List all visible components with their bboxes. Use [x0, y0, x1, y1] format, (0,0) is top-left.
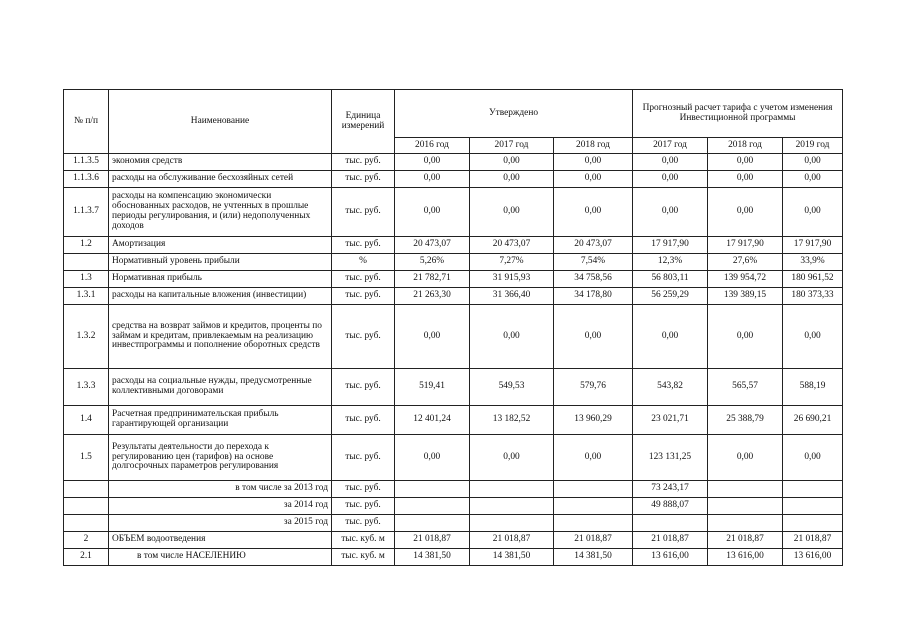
table-row: [64, 481, 843, 498]
row-value: 13 616,00: [783, 549, 843, 566]
header-row-1: [64, 90, 843, 138]
row-value: 14 381,50: [470, 549, 554, 566]
row-name: Расчетная предпринимательская прибыль гарантирующей организации: [109, 406, 332, 435]
header-name: Наименование: [109, 90, 332, 154]
row-value: 56 259,29: [633, 288, 708, 305]
row-value: 34 178,80: [554, 288, 633, 305]
row-value: 0,00: [395, 154, 470, 171]
row-value: 12 401,24: [395, 406, 470, 435]
row-value: 0,00: [783, 171, 843, 188]
row-value: 5,26%: [395, 254, 470, 271]
row-number: 1.3.3: [64, 369, 109, 406]
row-name: за 2015 год: [109, 515, 332, 532]
row-name: за 2014 год: [109, 498, 332, 515]
row-value: 0,00: [554, 154, 633, 171]
row-value: 33,9%: [783, 254, 843, 271]
row-value: 0,00: [470, 435, 554, 481]
row-value: 7,54%: [554, 254, 633, 271]
row-number: 1.4: [64, 406, 109, 435]
row-unit: тыс. руб.: [332, 435, 395, 481]
row-unit: тыс. куб. м: [332, 532, 395, 549]
row-name: средства на возврат займов и кредитов, проценты по займам и кредитам, привлекаемым на реализацию инвестпрограммы и пополнение оборотных средств: [109, 305, 332, 369]
row-name: расходы на социальные нужды, предусмотренные коллективными договорами: [109, 369, 332, 406]
row-value: 14 381,50: [554, 549, 633, 566]
row-value: 139 389,15: [708, 288, 783, 305]
row-number: [64, 515, 109, 532]
row-value: 73 243,17: [633, 481, 708, 498]
row-number: 1.2: [64, 237, 109, 254]
row-value: 13 616,00: [708, 549, 783, 566]
row-value: 543,82: [633, 369, 708, 406]
row-value: 21 018,87: [783, 532, 843, 549]
row-unit: тыс. руб.: [332, 498, 395, 515]
row-value: 0,00: [395, 435, 470, 481]
row-number: 2.1: [64, 549, 109, 566]
row-value: 12,3%: [633, 254, 708, 271]
row-unit: %: [332, 254, 395, 271]
row-name: ОБЪЕМ водоотведения: [109, 532, 332, 549]
row-unit: тыс. руб.: [332, 288, 395, 305]
row-value: 0,00: [708, 154, 783, 171]
row-value: 14 381,50: [395, 549, 470, 566]
row-value: 56 803,11: [633, 271, 708, 288]
row-value: [395, 515, 470, 532]
row-value: 20 473,07: [395, 237, 470, 254]
row-value: [708, 498, 783, 515]
row-unit: тыс. руб.: [332, 369, 395, 406]
row-value: 0,00: [783, 188, 843, 237]
row-value: [783, 481, 843, 498]
row-number: [64, 481, 109, 498]
row-value: 565,57: [708, 369, 783, 406]
row-value: 0,00: [395, 188, 470, 237]
row-value: 123 131,25: [633, 435, 708, 481]
header-num: № п/п: [64, 90, 109, 154]
row-value: 21 018,87: [633, 532, 708, 549]
row-value: 31 366,40: [470, 288, 554, 305]
row-value: 0,00: [633, 305, 708, 369]
row-value: [554, 515, 633, 532]
row-value: 0,00: [708, 305, 783, 369]
row-value: 0,00: [395, 171, 470, 188]
row-value: 0,00: [470, 188, 554, 237]
row-value: 0,00: [708, 171, 783, 188]
row-value: 7,27%: [470, 254, 554, 271]
row-name: Амортизация: [109, 237, 332, 254]
header-year: 2018 год: [554, 138, 633, 154]
row-value: [708, 515, 783, 532]
row-unit: тыс. руб.: [332, 271, 395, 288]
row-value: 0,00: [554, 171, 633, 188]
row-unit: тыс. руб.: [332, 305, 395, 369]
row-number: 1.1.3.6: [64, 171, 109, 188]
row-value: 13 616,00: [633, 549, 708, 566]
row-unit: тыс. руб.: [332, 154, 395, 171]
table-row: [64, 498, 843, 515]
table-row: [64, 171, 843, 188]
row-value: [783, 498, 843, 515]
table-row: [64, 188, 843, 237]
row-value: 0,00: [470, 305, 554, 369]
row-name: в том числе НАСЕЛЕНИЮ: [109, 549, 332, 566]
row-value: [395, 498, 470, 515]
header-unit: Единица измерений: [332, 90, 395, 154]
row-unit: тыс. руб.: [332, 406, 395, 435]
row-name: Нормативный уровень прибыли: [109, 254, 332, 271]
row-value: [470, 515, 554, 532]
table-row: [64, 254, 843, 271]
row-name: расходы на компенсацию экономически обоснованных расходов, не учтенных в прошлые периоды регулирования, и (или) недополученных доходов: [109, 188, 332, 237]
row-number: 1.3.1: [64, 288, 109, 305]
header-year: 2016 год: [395, 138, 470, 154]
row-name: экономия средств: [109, 154, 332, 171]
row-value: 13 182,52: [470, 406, 554, 435]
row-value: 27,6%: [708, 254, 783, 271]
row-value: [554, 498, 633, 515]
row-value: 20 473,07: [470, 237, 554, 254]
table-row: [64, 271, 843, 288]
row-unit: тыс. куб. м: [332, 549, 395, 566]
row-number: 2: [64, 532, 109, 549]
table-row: [64, 154, 843, 171]
header-year: 2019 год: [783, 138, 843, 154]
row-value: 0,00: [554, 188, 633, 237]
row-value: 519,41: [395, 369, 470, 406]
row-value: 21 782,71: [395, 271, 470, 288]
row-value: 13 960,29: [554, 406, 633, 435]
row-unit: тыс. руб.: [332, 237, 395, 254]
table-row: [64, 288, 843, 305]
row-value: 0,00: [783, 154, 843, 171]
row-value: 139 954,72: [708, 271, 783, 288]
row-value: 23 021,71: [633, 406, 708, 435]
row-unit: тыс. руб.: [332, 481, 395, 498]
table-row: [64, 237, 843, 254]
table-row: [64, 515, 843, 532]
row-unit: тыс. руб.: [332, 515, 395, 532]
row-name: расходы на обслуживание бесхозяйных сетей: [109, 171, 332, 188]
row-value: 180 373,33: [783, 288, 843, 305]
row-number: 1.3.2: [64, 305, 109, 369]
row-value: [470, 498, 554, 515]
row-value: 20 473,07: [554, 237, 633, 254]
row-value: [783, 515, 843, 532]
row-value: 0,00: [470, 171, 554, 188]
row-value: [554, 481, 633, 498]
row-value: 0,00: [470, 154, 554, 171]
table-row: [64, 532, 843, 549]
row-value: [470, 481, 554, 498]
row-number: [64, 254, 109, 271]
row-value: 34 758,56: [554, 271, 633, 288]
tariff-table: [63, 89, 843, 566]
row-value: 588,19: [783, 369, 843, 406]
header-forecast-group: Прогнозный расчет тарифа с учетом изменения Инвестиционной программы: [633, 90, 843, 138]
header-year: 2018 год: [708, 138, 783, 154]
row-value: 26 690,21: [783, 406, 843, 435]
row-value: 49 888,07: [633, 498, 708, 515]
row-number: [64, 498, 109, 515]
row-number: 1.5: [64, 435, 109, 481]
row-value: 31 915,93: [470, 271, 554, 288]
row-value: 0,00: [783, 305, 843, 369]
row-value: 17 917,90: [633, 237, 708, 254]
table-row: [64, 305, 843, 369]
table-row: [64, 435, 843, 481]
row-value: 180 961,52: [783, 271, 843, 288]
row-value: 0,00: [783, 435, 843, 481]
row-value: 25 388,79: [708, 406, 783, 435]
row-value: [395, 481, 470, 498]
row-value: 17 917,90: [708, 237, 783, 254]
row-name: Нормативная прибыль: [109, 271, 332, 288]
row-number: 1.1.3.5: [64, 154, 109, 171]
row-value: 0,00: [633, 188, 708, 237]
header-approved-group: Утверждено: [395, 90, 633, 138]
row-value: 21 018,87: [395, 532, 470, 549]
row-value: 549,53: [470, 369, 554, 406]
header-year: 2017 год: [633, 138, 708, 154]
row-value: 21 018,87: [470, 532, 554, 549]
row-number: 1.1.3.7: [64, 188, 109, 237]
row-value: [708, 481, 783, 498]
header-year: 2017 год: [470, 138, 554, 154]
row-value: 0,00: [554, 435, 633, 481]
row-name: в том числе за 2013 год: [109, 481, 332, 498]
table-row: [64, 369, 843, 406]
row-value: 0,00: [708, 188, 783, 237]
row-unit: тыс. руб.: [332, 171, 395, 188]
table-row: [64, 549, 843, 566]
row-number: 1.3: [64, 271, 109, 288]
row-value: 0,00: [633, 171, 708, 188]
table-row: [64, 406, 843, 435]
row-value: 0,00: [554, 305, 633, 369]
row-value: 21 263,30: [395, 288, 470, 305]
row-name: Результаты деятельности до перехода к регулированию цен (тарифов) на основе долгосрочных параметров регулирования: [109, 435, 332, 481]
row-value: 0,00: [708, 435, 783, 481]
row-value: 21 018,87: [554, 532, 633, 549]
row-value: 17 917,90: [783, 237, 843, 254]
row-value: 0,00: [633, 154, 708, 171]
row-value: [633, 515, 708, 532]
row-value: 21 018,87: [708, 532, 783, 549]
row-value: 0,00: [395, 305, 470, 369]
row-name: расходы на капитальные вложения (инвестиции): [109, 288, 332, 305]
row-unit: тыс. руб.: [332, 188, 395, 237]
row-value: 579,76: [554, 369, 633, 406]
